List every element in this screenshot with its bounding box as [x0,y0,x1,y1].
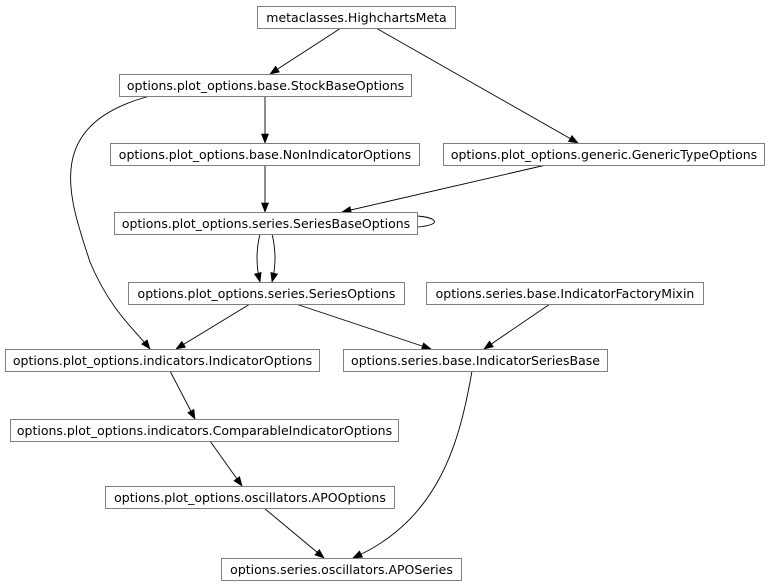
node-label: options.plot_options.oscillators.APOOptions [114,490,386,505]
edge-indicator-factory-mixin-to-indicator-series-base [484,304,550,349]
arrowhead-icon [271,272,278,282]
node-label: metaclasses.HighchartsMeta [266,10,447,25]
node-label: options.plot_options.generic.GenericTypeOptions [450,147,758,162]
edge-series-base-options-to-series-options [271,234,278,282]
edge-line [353,371,472,558]
node-stock-base-options[interactable] [120,75,412,97]
edge-indicator-options-to-comparable-indicator-options [170,371,195,419]
arrowhead-icon [262,203,269,212]
arrowhead-icon [484,341,493,349]
node-indicator-factory-mixin[interactable] [427,283,704,305]
node-generic-type-options[interactable] [444,144,765,166]
node-label: options.series.oscillators.APOSeries [230,562,453,577]
arrowhead-icon [188,409,195,419]
edge-highcharts-meta-to-stock-base-options [270,28,341,74]
node-label: options.plot_options.base.NonIndicatorOptions [118,147,412,162]
edge-line [296,304,431,349]
nodes-layer [6,7,765,581]
arrowhead-icon [234,477,242,486]
arrowhead-icon [176,341,186,349]
node-series-base-options[interactable] [115,213,418,235]
arrowhead-icon [421,343,431,350]
node-apo-options[interactable] [106,487,395,509]
arrowhead-icon [315,550,324,558]
arrowhead-icon [353,551,363,558]
node-label: options.plot_options.series.SeriesOptions [137,286,396,301]
node-indicator-series-base[interactable] [344,350,608,372]
node-apo-series[interactable] [222,559,462,581]
edge-apo-options-to-apo-series [264,508,324,558]
arrowhead-icon [254,272,261,282]
node-label: options.plot_options.indicators.IndicatorOptions [12,353,313,368]
node-highcharts-meta[interactable] [258,7,456,29]
edge-generic-type-options-to-series-base-options [342,165,546,213]
edge-line [270,28,341,74]
node-label: options.plot_options.series.SeriesBaseOptions [121,216,411,231]
arrowhead-icon [568,136,578,143]
edge-line [484,304,550,349]
node-series-options[interactable] [129,283,405,305]
arrowhead-icon [270,66,279,74]
edge-series-base-options-to-series-options [254,234,261,282]
node-non-indicator-options[interactable] [111,144,420,166]
edge-line [342,165,546,212]
edge-indicator-series-base-to-apo-series [353,371,472,558]
edge-line [264,508,324,558]
node-label: options.plot_options.indicators.ComparableIndicatorOptions [16,423,393,438]
arrowhead-icon [262,134,269,143]
edge-stock-base-options-to-non-indicator-options [262,96,269,143]
edge-comparable-indicator-options-to-apo-options [210,441,242,486]
node-comparable-indicator-options[interactable] [11,420,399,442]
node-indicator-options[interactable] [6,350,320,372]
edge-series-options-to-indicator-series-base [296,304,431,349]
edge-series-options-to-indicator-options [176,304,250,349]
edge-non-indicator-options-to-series-base-options [262,165,269,212]
node-label: options.series.base.IndicatorSeriesBase [351,353,600,368]
node-label: options.series.base.IndicatorFactoryMixin [435,286,695,301]
edge-line [176,304,250,349]
node-label: options.plot_options.base.StockBaseOptions [126,78,405,93]
